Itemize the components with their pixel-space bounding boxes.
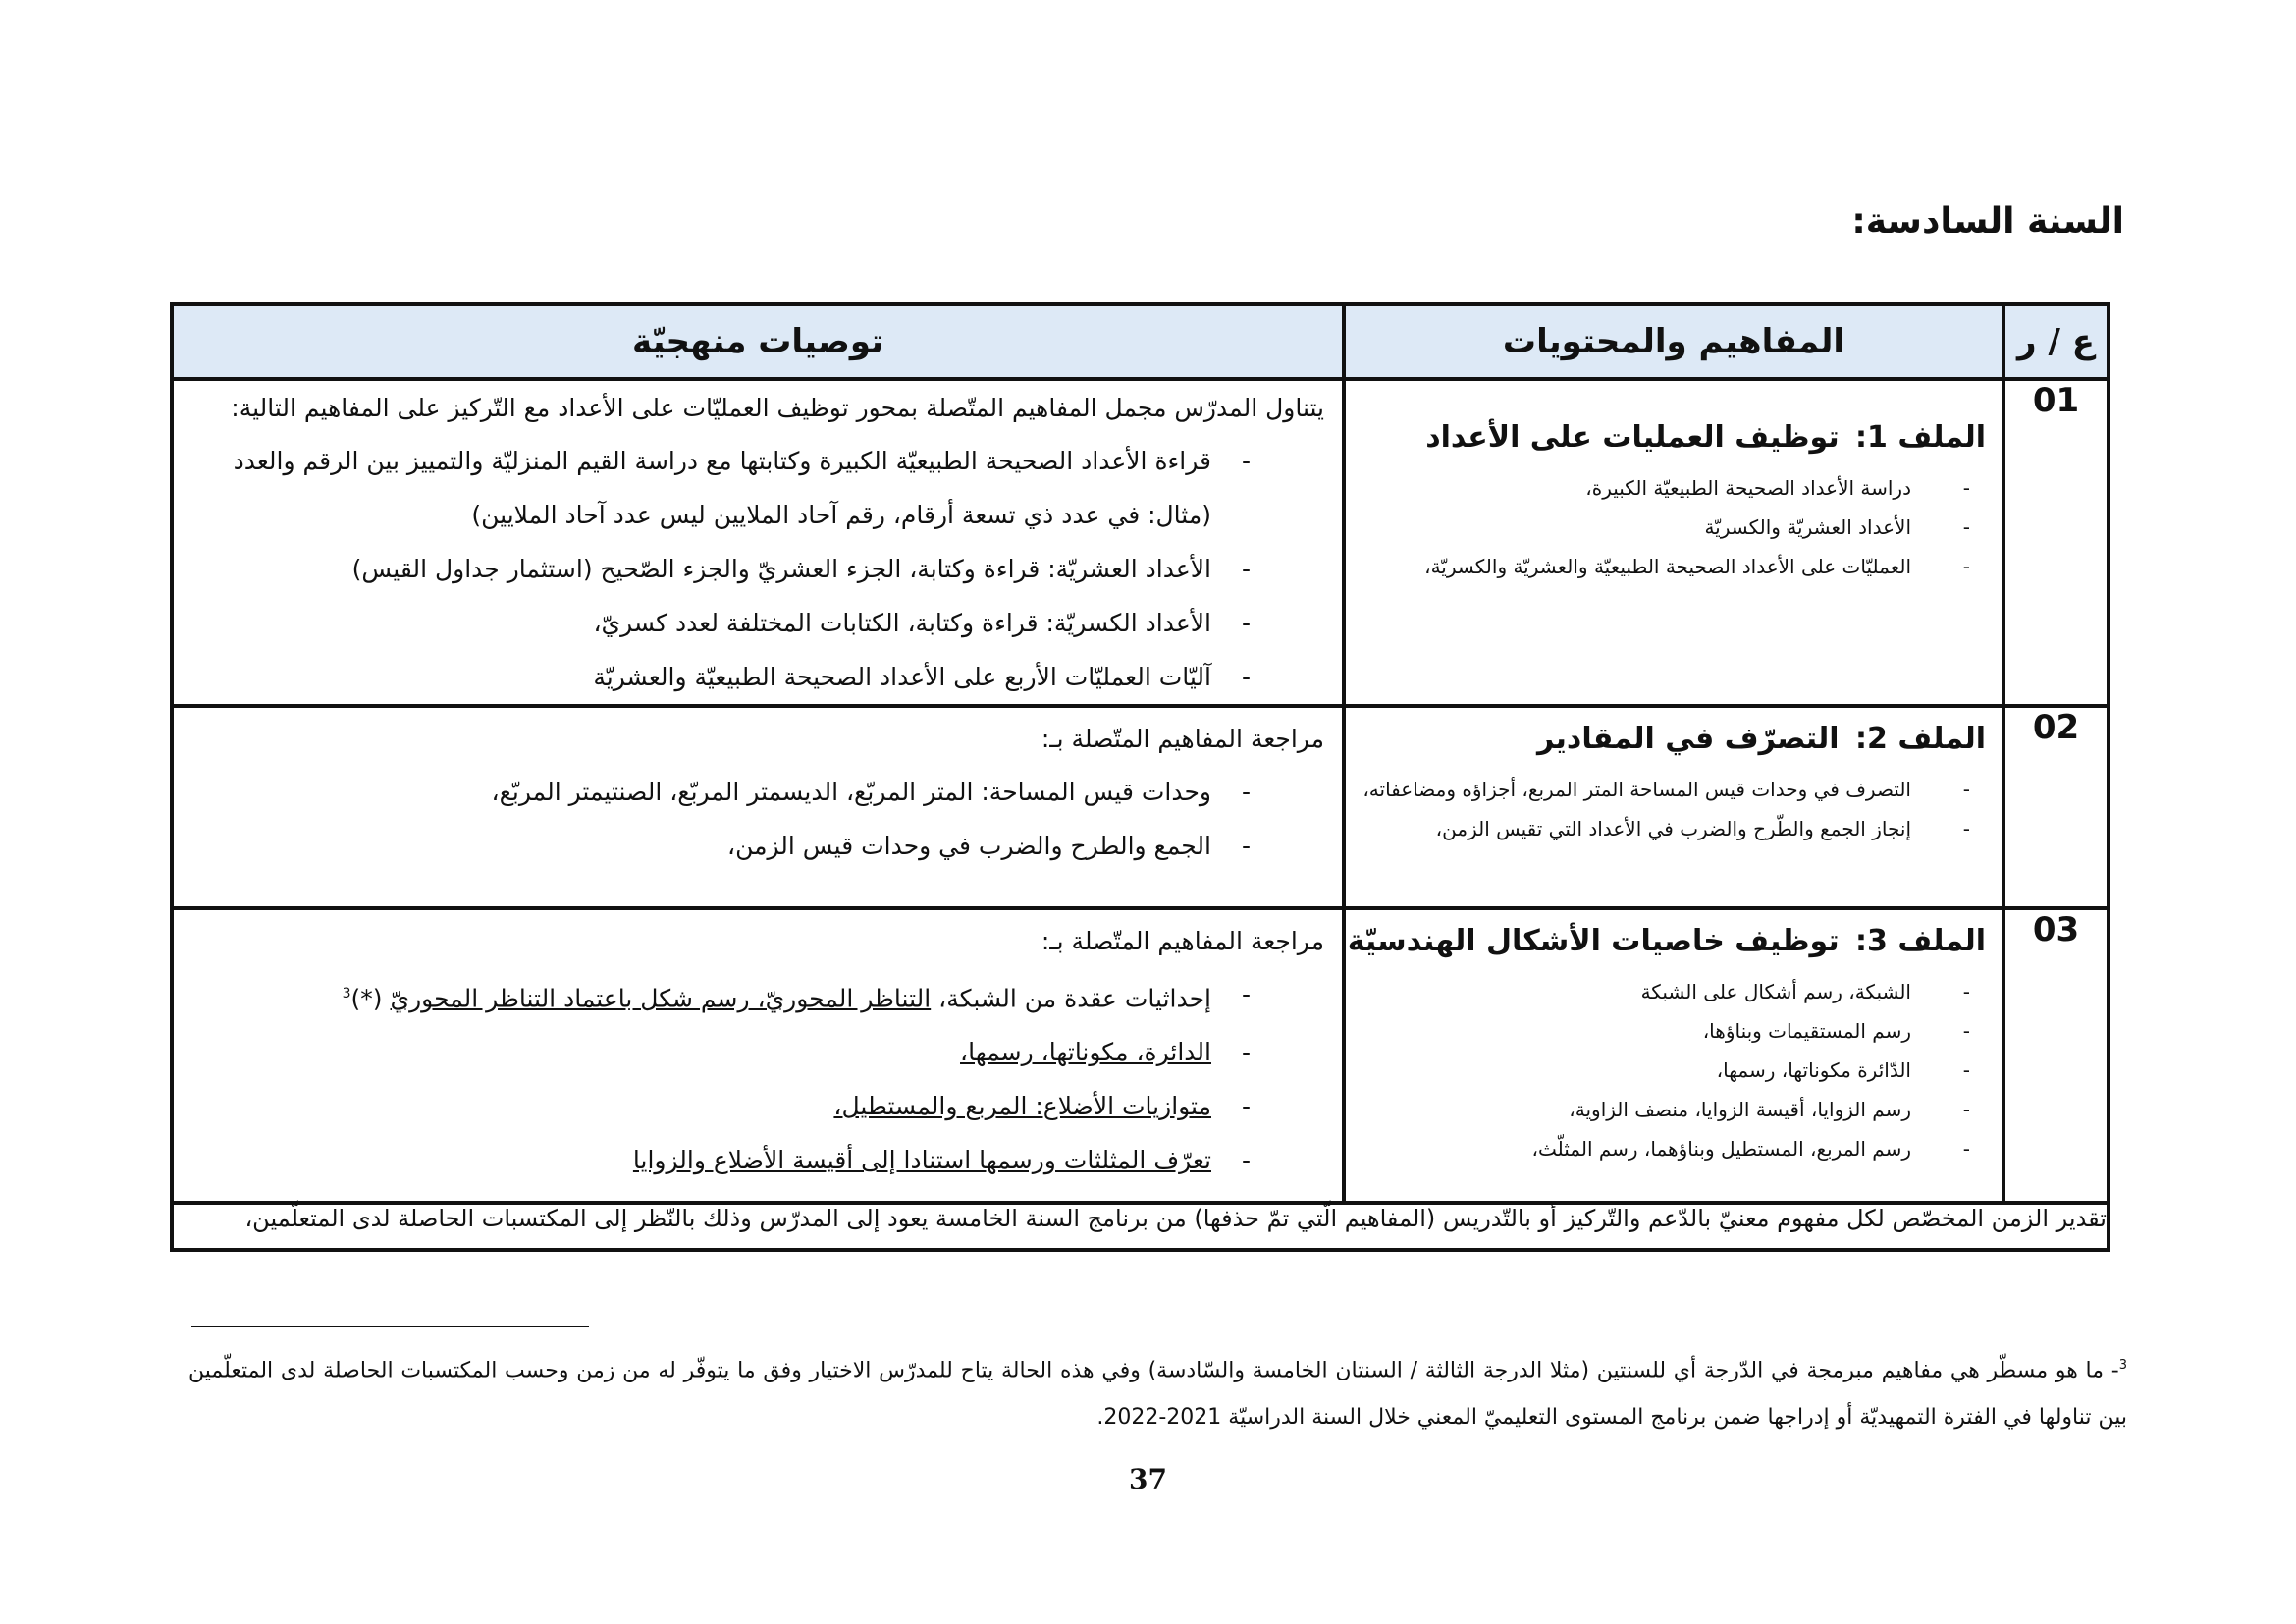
header-number: ع / ر bbox=[2003, 304, 2109, 379]
list-item: - دراسة الأعداد الصحيحة الطبيعيّة الكبيرة، bbox=[1362, 468, 1982, 508]
underlined-text: تعرّف المثلثات ورسمها استنادا إلى أقيسة الأضلاع والزوايا bbox=[632, 1146, 1211, 1175]
footer-row bbox=[172, 1203, 2109, 1250]
recommendations-list bbox=[174, 967, 1342, 1187]
header-contents: المفاهيم والمحتويات bbox=[1344, 304, 2003, 379]
list-item: - الأعداد الكسريّة: قراءة وكتابة، الكتابات المختلفة لعدد كسريّ، bbox=[189, 596, 1324, 650]
contents-list bbox=[1346, 972, 2002, 1168]
list-item: - العمليّات على الأعداد الصحيحة الطبيعيّة والعشريّة والكسريّة، bbox=[1362, 547, 1982, 586]
underlined-text: متوازيات الأضلاع: المربع والمستطيل، bbox=[833, 1092, 1211, 1121]
recommendations-cell bbox=[172, 706, 1344, 908]
row-number: 02 bbox=[2003, 706, 2109, 908]
footnote-number: 3 bbox=[2118, 1358, 2127, 1373]
file-label: الملف 2: bbox=[1855, 722, 1986, 756]
recommendations-list bbox=[174, 765, 1342, 873]
header-row bbox=[172, 304, 2109, 379]
section-title: السنة السادسة: bbox=[1851, 201, 2124, 242]
curriculum-table bbox=[170, 302, 2110, 1252]
file-title bbox=[1346, 924, 1986, 958]
item-text: إحداثيات عقدة من الشبكة، bbox=[931, 984, 1211, 1013]
contents-cell bbox=[1344, 706, 2003, 908]
list-item: - رسم المستقيمات وبناؤها، bbox=[1362, 1011, 1982, 1051]
file-title-text: التصرّف في المقادير bbox=[1537, 722, 1840, 756]
table-row bbox=[172, 706, 2109, 908]
recommendations-cell bbox=[172, 908, 1344, 1203]
list-item: - التصرف في وحدات قيس المساحة المتر المربع، أجزاؤه ومضاعفاته، bbox=[1362, 770, 1982, 809]
file-label: الملف 3: bbox=[1855, 924, 1986, 958]
recommendations-cell bbox=[172, 379, 1344, 706]
page-number: 37 bbox=[1129, 1463, 1167, 1495]
file-title-text: توظيف العمليات على الأعداد bbox=[1425, 420, 1840, 455]
footnote-text: - ما هو مسطّر هي مفاهيم مبرمجة في الدّرجة أي للسنتين (مثلا الدرجة الثالثة / السنتان الخامسة والسّادسة) وفي هذه الحالة يتاح للمدرّس الاختيار وفق ما يتوفّر له من زمن وحسب المكتسبات الحاصلة لدى المتعلّمين بين تناولها في الفترة التمهيديّة أو إدراجها ضمن برنامج المستوى التعليميّ المعني خلال السنة الدراسيّة 2021-2022. bbox=[188, 1358, 2127, 1431]
table-row bbox=[172, 908, 2109, 1203]
row-number: 03 bbox=[2003, 908, 2109, 1203]
list-item bbox=[189, 967, 1324, 1025]
list-item: - إنجاز الجمع والطّرح والضرب في الأعداد التي تقيس الزمن، bbox=[1362, 809, 1982, 848]
list-item: - الأعداد العشريّة والكسريّة bbox=[1362, 508, 1982, 547]
list-item: - قراءة الأعداد الصحيحة الطبيعيّة الكبيرة وكتابتها مع دراسة القيم المنزليّة والتمييز بين الرقم والعدد (مثال: في عدد ذي تسعة أرقام، رقم آحاد الملايين ليس عدد آحاد الملايين) bbox=[189, 434, 1324, 542]
header-recommendations: توصيات منهجيّة bbox=[172, 304, 1344, 379]
contents-cell bbox=[1344, 379, 2003, 706]
file-title-text: توظيف خاصيات الأشكال الهندسيّة bbox=[1347, 924, 1840, 958]
file-label: الملف 1: bbox=[1855, 420, 1986, 455]
file-title bbox=[1346, 722, 1986, 756]
footnote-ref: 3 bbox=[342, 986, 351, 1001]
contents-list bbox=[1346, 770, 2002, 848]
list-item: - وحدات قيس المساحة: المتر المربّع، الديسمتر المربّع، الصنتيمتر المربّع، bbox=[189, 765, 1324, 819]
list-item: - الجمع والطرح والضرب في وحدات قيس الزمن، bbox=[189, 819, 1324, 873]
table-row bbox=[172, 379, 2109, 706]
list-item: - رسم المربع، المستطيل وبناؤهما، رسم المثلّث، bbox=[1362, 1129, 1982, 1168]
asterisk-mark: (*) bbox=[350, 984, 391, 1013]
list-item: - الشبكة، رسم أشكال على الشبكة bbox=[1362, 972, 1982, 1011]
list-item: - الأعداد العشريّة: قراءة وكتابة، الجزء العشريّ والجزء الصّحيح (استثمار جداول القيس) bbox=[189, 542, 1324, 596]
list-item: - آليّات العمليّات الأربع على الأعداد الصحيحة الطبيعيّة والعشريّة bbox=[189, 650, 1324, 704]
recommendations-intro: مراجعة المفاهيم المتّصلة بـ: bbox=[1041, 927, 1324, 955]
row-number: 01 bbox=[2003, 379, 2109, 706]
underlined-text: التناظر المحوريّ، رسم شكل باعتماد التناظر المحوريّ bbox=[390, 984, 932, 1013]
file-title bbox=[1346, 420, 1986, 455]
recommendations-intro: يتناول المدرّس مجمل المفاهيم المتّصلة بمحور توظيف العمليّات على الأعداد مع التّركيز على المفاهيم التالية: bbox=[231, 394, 1324, 422]
recommendations-intro: مراجعة المفاهيم المتّصلة بـ: bbox=[1041, 725, 1324, 753]
list-item: - الدّائرة مكوناتها، رسمها، bbox=[1362, 1051, 1982, 1090]
footnote bbox=[188, 1342, 2127, 1441]
list-item bbox=[189, 1133, 1324, 1187]
underlined-text: الدائرة، مكوناتها، رسمها، bbox=[960, 1038, 1211, 1067]
list-item bbox=[189, 1079, 1324, 1133]
footnote-separator bbox=[191, 1326, 589, 1327]
contents-cell bbox=[1344, 908, 2003, 1203]
recommendations-list bbox=[174, 434, 1342, 704]
contents-list bbox=[1346, 468, 2002, 586]
list-item bbox=[189, 1025, 1324, 1079]
list-item: - رسم الزوايا، أقيسة الزوايا، منصف الزاوية، bbox=[1362, 1090, 1982, 1129]
footer-note: تقدير الزمن المخصّص لكل مفهوم معنيّ بالدّعم والتّركيز أو بالتّدريس (المفاهيم الّتي تمّ حذفها) من برنامج السنة الخامسة يعود إلى المدرّس وذلك بالنّظر إلى المكتسبات الحاصلة لدى المتعلّمين، bbox=[172, 1203, 2109, 1250]
